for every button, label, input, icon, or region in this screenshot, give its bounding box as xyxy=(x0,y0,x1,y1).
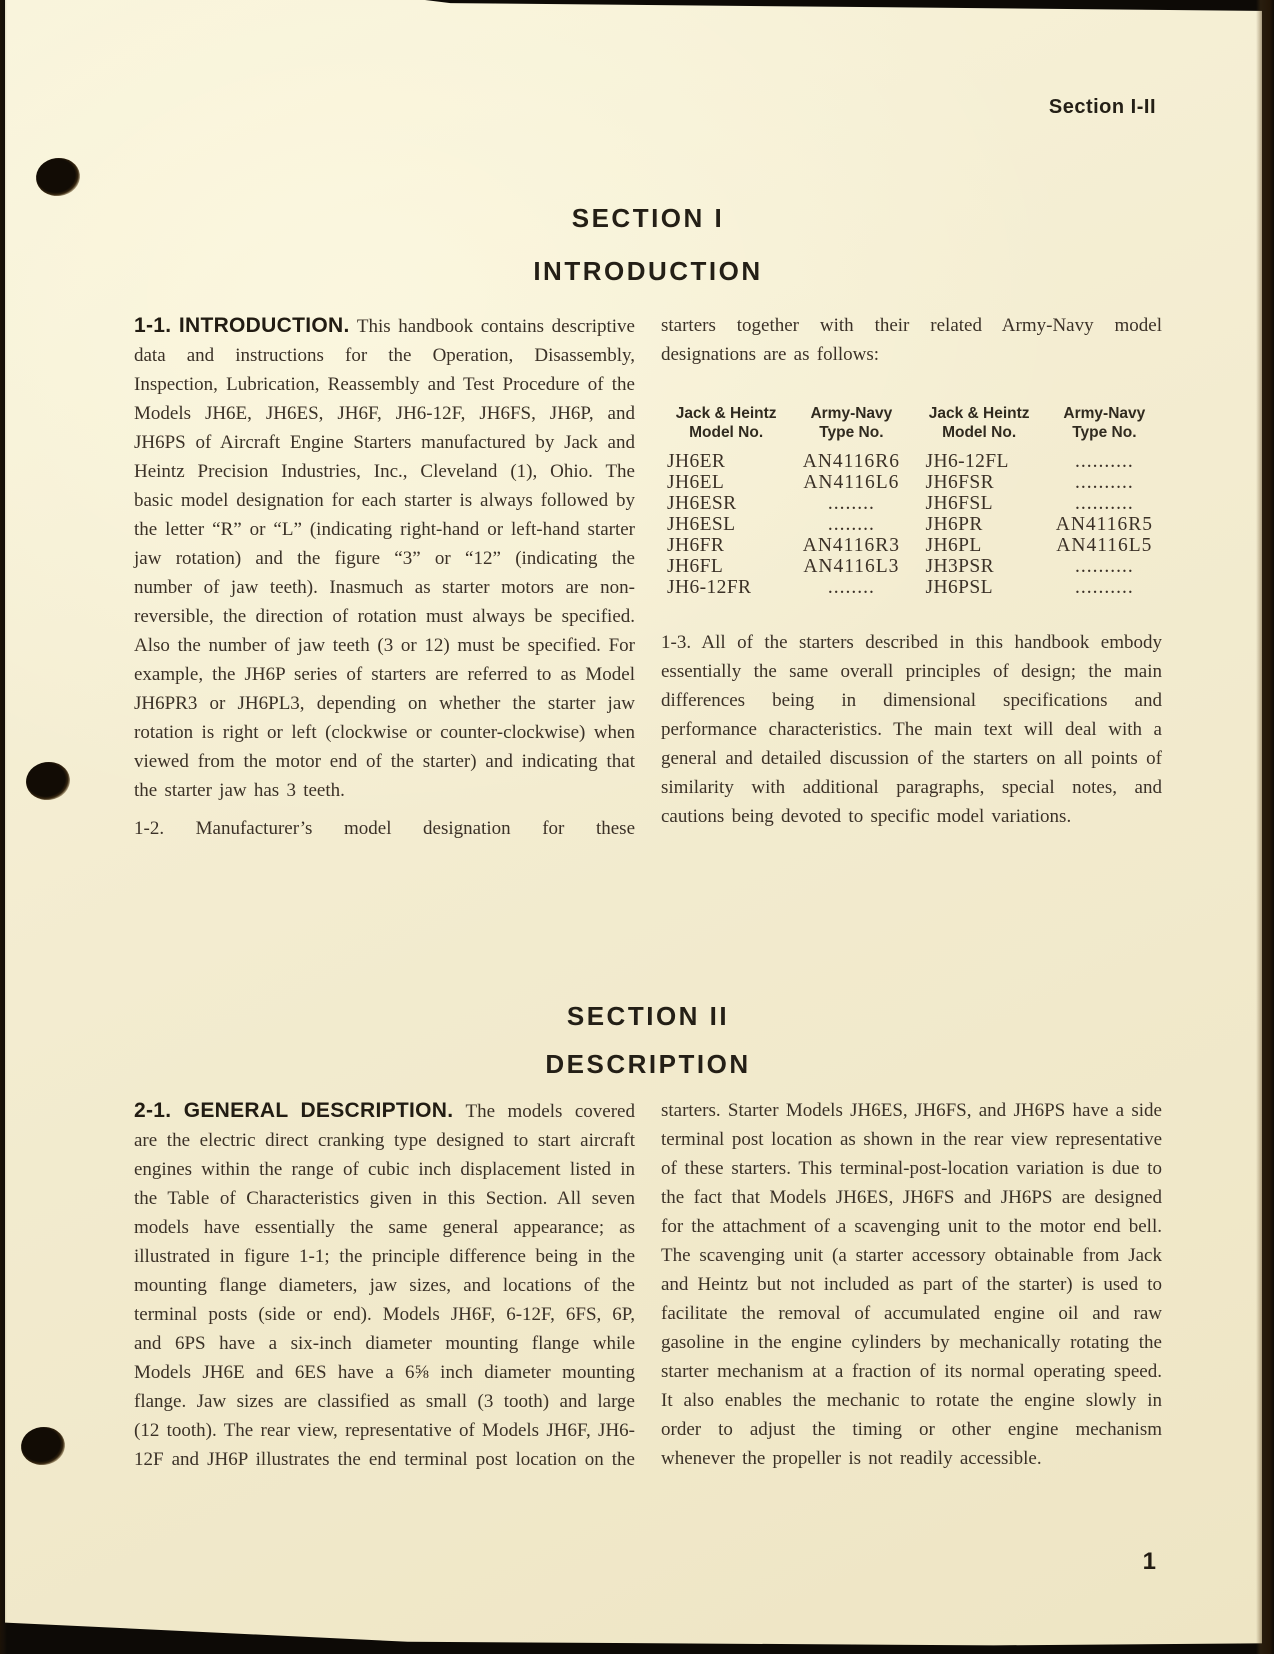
model-cell: JH6ER xyxy=(667,451,726,472)
page-number: 1 xyxy=(1142,1548,1156,1575)
model-cell: JH6FR xyxy=(667,535,725,556)
model-cell: JH6FL xyxy=(667,556,724,577)
model-cell: JH6PR xyxy=(925,514,983,535)
paragraph-2-1-continuation: starters. Starter Models JH6ES, JH6FS, and JH6PS have a side terminal post location as shown in the rear view representative of these starters. This terminal-post-location variation is due to the fact that Models JH6ES, JH6FS and JH6PS are designed for the attachment of a scavenging unit to the motor end bell. The scavenging unit (a starter accessory obtainable from Jack and Heintz but not included as part of the starter) is used to facilitate the removal of accumulated engine oil and raw gasoline in the engine cylinders by mechanically rotating the starter mechanism at a fraction of its normal operating speed. It also enables the mechanic to rotate the engine slowly in order to adjust the timing or other engine mechanism whenever the propeller is not readily accessible. xyxy=(661,1100,1162,1469)
type-cell: ........ xyxy=(827,514,875,535)
paragraph-1-2: 1-2. Manufacturer’s model designation for these xyxy=(134,818,635,839)
type-cell: ........ xyxy=(827,493,875,514)
paragraph-2-1 xyxy=(134,1096,635,1474)
table-row xyxy=(661,472,1162,493)
type-cell: .......... xyxy=(1074,556,1134,577)
table-row xyxy=(661,556,1162,577)
table-header-jh-model-1: Jack & Heintz Model No. xyxy=(675,405,777,441)
section2-title: SECTION II xyxy=(566,1001,730,1031)
table-row xyxy=(661,535,1162,556)
page-paper xyxy=(5,0,1262,1646)
table-row xyxy=(661,577,1162,598)
table-row xyxy=(661,514,1162,535)
table-header-row xyxy=(661,405,1162,442)
table-header-an-type-1: Army-Navy Type No. xyxy=(810,405,893,441)
model-cell: JH3PSR xyxy=(925,556,995,577)
type-cell: AN4116R6 xyxy=(802,451,900,472)
section1-right-column xyxy=(661,311,1162,843)
type-cell: .......... xyxy=(1074,493,1134,514)
model-cell: JH6FSR xyxy=(925,472,995,493)
model-cell: JH6ESR xyxy=(667,493,737,514)
type-cell: AN4116R3 xyxy=(802,535,900,556)
model-designation-table xyxy=(661,405,1162,598)
paragraph-1-3: 1-3. All of the starters described in this handbook embody essentially the same overall principles of design; the main differences being in dimensional specifications and performance characteristics. The main text will deal with a general and detailed discussion of the starters on all points of similarity with additional paragraphs, special notes, and cautions being devoted to specific model variations. xyxy=(661,632,1162,827)
running-head: Section I-II xyxy=(1048,96,1156,118)
type-cell: AN4116R5 xyxy=(1055,514,1153,535)
model-cell: JH6ESL xyxy=(667,514,736,535)
paragraph-2-1-text: The models covered are the electric direct cranking type designed to start aircraft engines within the range of cubic inch displacement listed in the Table of Characteristics given in this Section. All seven models have essentially the same general appearance; as illustrated in figure 1-1; the principle difference being in the mounting flange diameters, jaw sizes, and locations of the terminal posts (side or end). Models JH6F, 6-12F, 6FS, 6P, and 6PS have a six-inch diameter mounting flange while Models JH6E and 6ES have a 6⅝ inch diameter mounting flange. Jaw sizes are classified as small (3 tooth) and large (12 tooth). The rear view, representative of Models JH6F, JH6-12F and JH6P illustrates the end terminal post location on the xyxy=(134,1101,635,1470)
section1-columns xyxy=(134,311,1162,843)
section1-left-column xyxy=(134,311,635,843)
section1-subtitle: INTRODUCTION xyxy=(533,256,763,286)
table-row xyxy=(661,451,1162,472)
type-cell: .......... xyxy=(1074,577,1134,598)
type-cell: .......... xyxy=(1074,451,1134,472)
table-header-jh-model-2: Jack & Heintz Model No. xyxy=(928,405,1030,441)
model-cell: JH6EL xyxy=(667,472,725,493)
type-cell: AN4116L3 xyxy=(803,556,900,577)
model-cell: JH6-12FR xyxy=(667,577,752,598)
type-cell: ........ xyxy=(827,577,875,598)
model-cell: JH6-12FL xyxy=(925,451,1009,472)
type-cell: .......... xyxy=(1074,472,1134,493)
scan-edge-right xyxy=(1256,0,1274,1654)
paragraph-2-1-lead: 2-1. GENERAL DESCRIPTION. xyxy=(134,1099,454,1122)
type-cell: AN4116L6 xyxy=(803,472,900,493)
type-cell: AN4116L5 xyxy=(1056,535,1153,556)
section2-right-column xyxy=(661,1096,1162,1474)
paragraph-1-1-lead: 1-1. INTRODUCTION. xyxy=(134,314,350,337)
model-cell: JH6FSL xyxy=(925,493,993,514)
model-cell: JH6PSL xyxy=(925,577,993,598)
scan-edge-left xyxy=(0,0,7,1654)
paragraph-1-1 xyxy=(134,311,635,805)
table-row xyxy=(661,493,1162,514)
table-header-an-type-2: Army-Navy Type No. xyxy=(1063,405,1146,441)
section2-columns xyxy=(134,1096,1162,1474)
section2-subtitle: DESCRIPTION xyxy=(545,1049,751,1079)
section2-left-column xyxy=(134,1096,635,1474)
paragraph-1-1-text: This handbook contains descriptive data and instructions for the Operation, Disassembly, Inspection, Lubrication, Reassembly and Test Procedure of the Models JH6E, JH6ES, JH6F, JH6-12F, JH6FS, JH6P, and JH6PS of Aircraft Engine Starters manufactured by Jack and Heintz Precision Industries, Inc., Cleveland (1), Ohio. The basic model designation for each starter is always followed by the letter “R” or “L” (indicating right-hand or left-hand starter jaw rotation) and the figure “3” or “12” (indicating the number of jaw teeth). Inasmuch as starter motors are non-reversible, the direction of rotation must always be specified. Also the number of jaw teeth (3 or 12) must be specified. For example, the JH6P series of starters are referred to as Model JH6PR3 or JH6PL3, depending on whether the starter jaw rotation is right or left (clockwise or counter-clockwise) when viewed from the motor end of the starter) and indicating that the starter jaw has 3 teeth. xyxy=(134,316,635,801)
model-cell: JH6PL xyxy=(925,535,982,556)
section1-title: SECTION I xyxy=(571,203,725,233)
paragraph-1-2-continuation: starters together with their related Army-Navy model designations are as follows: xyxy=(661,315,1162,365)
